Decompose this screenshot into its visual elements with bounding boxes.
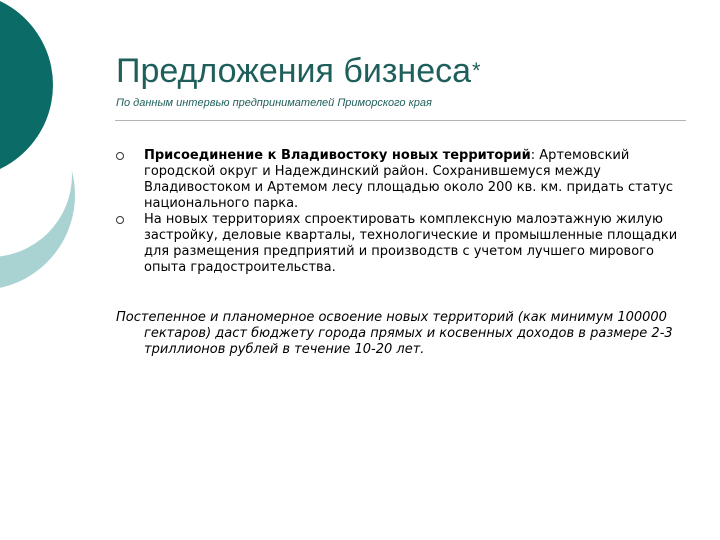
slide-subtitle: По данным интервью предпринимателей Приморского края [116,97,432,109]
bullet-list [116,148,686,276]
white-circle [0,93,72,257]
circle-bullet-icon [116,216,124,224]
circle-bullet-icon [116,152,124,160]
bullet-text: На новых территориях спроектировать комплексную малоэтажную жилую застройку, деловые кварталы, технологические и промышленные площадки для размещения предприятий и производств с учетом лучшего мирового опыта градостроительства. [144,212,678,275]
bullet-bold-text: Присоединение к Владивостоку новых территорий [144,148,531,163]
dark-teal-circle [0,0,53,178]
title-divider [115,120,686,121]
slide-title-text: Предложения бизнеса [116,52,472,90]
light-teal-circle [0,100,75,290]
list-item [116,148,686,212]
list-item [116,212,686,276]
bullet-text: : Артемовский городской округ и Надеждинский район. Сохранившемуся между Владивостоком и Артемом лесу площадью около 200 кв. км. придать статус национального парка. [144,148,674,211]
slide-title [116,52,481,91]
title-asterisk: * [472,58,481,83]
summary-note: Постепенное и планомерное освоение новых территорий (как минимум 100000 гектаров) даст бюджету города прямых и косвенных доходов в размере 2-3 триллионов рублей в течение 10-20 лет. [116,310,673,357]
